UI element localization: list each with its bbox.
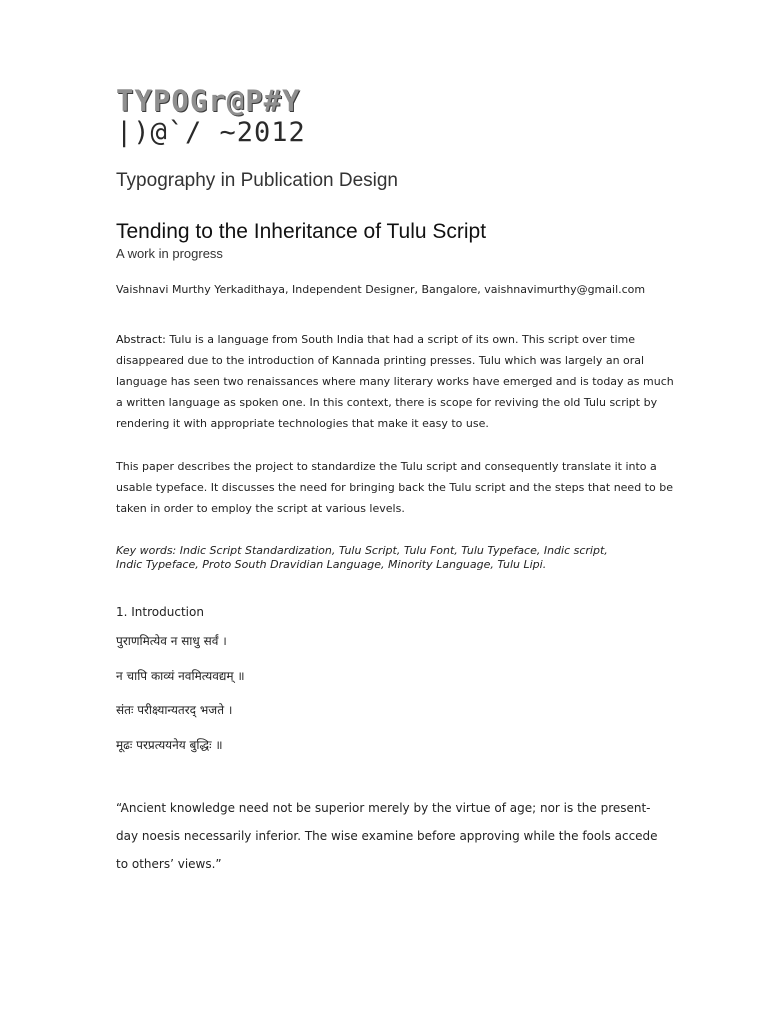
logo-year: |)@`/ ~2012 xyxy=(116,117,306,148)
sanskrit-verse-line: मूढः परप्रत्ययनेय बुद्धिः ॥ xyxy=(116,738,223,752)
paper-subtitle: A work in progress xyxy=(116,246,223,261)
abstract-line: a written language as spoken one. In this context, there is scope for reviving the old Tulu script by xyxy=(116,396,658,409)
conference-title: Typography in Publication Design xyxy=(116,170,399,191)
abstract-label: Abstract: xyxy=(116,333,166,346)
verse-translation-quote xyxy=(116,794,661,878)
author-line: Vaishnavi Murthy Yerkadithaya, Independent Designer, Bangalore, vaishnavimurthy@gmail.com xyxy=(116,283,646,296)
conference-logo xyxy=(116,84,436,154)
description-line: This paper describes the project to standardize the Tulu script and consequently translate it into a xyxy=(116,460,657,473)
description-line: taken in order to employ the script at various levels. xyxy=(116,502,405,515)
keywords-line: Key words: Indic Script Standardization, Tulu Script, Tulu Font, Tulu Typeface, Indic script, xyxy=(116,544,608,557)
description-paragraph xyxy=(116,456,673,519)
abstract-paragraph xyxy=(116,329,674,434)
sanskrit-verse-line: पुराणमित्येव न साधु सर्वं । xyxy=(116,634,227,648)
abstract-line: disappeared due to the introduction of Kannada printing presses. Tulu which was largely an oral xyxy=(116,354,645,367)
abstract-line: language has seen two renaissances where many literary works have emerged and is today as much xyxy=(116,375,674,388)
description-line: usable typeface. It discusses the need for bringing back the Tulu script and the steps that need to be xyxy=(116,481,673,494)
abstract-line xyxy=(116,329,661,350)
section-heading-introduction: 1. Introduction xyxy=(116,605,204,619)
keywords xyxy=(116,544,608,572)
logo-wordmark: TYPOGr@P#Y xyxy=(116,84,301,118)
quote-line: “Ancient knowledge need not be superior merely by the virtue of age; nor is the present- xyxy=(116,801,651,815)
abstract-line: rendering it with appropriate technologies that make it easy to use. xyxy=(116,417,489,430)
abstract-text: Tulu is a language from South India that had a script of its own. This script over time xyxy=(165,333,636,346)
quote-line: to others’ views.” xyxy=(116,857,222,871)
sanskrit-verse-line: संतः परीक्ष्यान्यतरद् भजते । xyxy=(116,703,233,717)
paper-title: Tending to the Inheritance of Tulu Script xyxy=(116,220,487,243)
quote-line: day noesis necessarily inferior. The wise examine before approving while the fools accede xyxy=(116,829,658,843)
keywords-line: Indic Typeface, Proto South Dravidian Language, Minority Language, Tulu Lipi. xyxy=(116,558,547,571)
sanskrit-verse-line: न चापि काव्यं नवमित्यवद्यम् ॥ xyxy=(116,669,245,683)
